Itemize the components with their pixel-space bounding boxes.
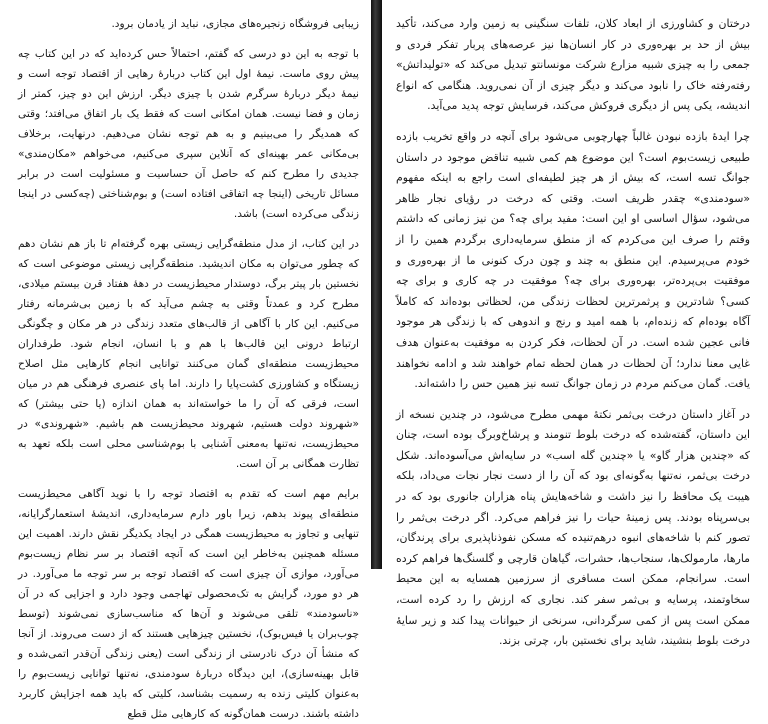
paragraph: در این کتاب، از مدل منطقه‌گرایی زیستی بهره گرفته‌ام تا باز هم نشان دهم که چطور می‌توان به مکان اندیشید. منطقه‌گرایی زیستی موضوعی است که نخستین بار پیتر برگ، دوستدار محیط‌زیست در دههٔ هفتاد قرن بیستم میلادی، مطرح کرد و عمدتاً وقتی به چشم می‌آید که با زمین بی‌شرمانه رفتار می‌کنیم. این کار با آگاهی از قالب‌های متعدد زندگی در هر مکان و چگونگی ارتباط درونی این قالب‌ها با هم و با انسان، انجام شود. طرفداران محیط‌زیست منطقه‌ای گمان می‌کنند توانایی انجام کارهایی مثل اصلاح زیستگاه و کشاورزی کشت‌پایا را دارند. اما پای عنصری فرهنگی هم در میان است، فرقی که آن را ما خواسته‌اند به همان اندازه (یا حتی بیشتر) که «شهروند دولت هستیم، شهروند محیط‌زیست هم باشیم. «شهروندی» در محیط‌زیست، نه‌تنها به‌معنی آشنایی با بوم‌شناسی محلی است بلکه تعهد به تظارت همگانی بر آن است. [18, 238, 359, 470]
left-page [0, 0, 371, 720]
left-page-text [18, 14, 359, 724]
paragraph: زیبایی فروشگاه زنجیره‌های مجازی، نباید از یادمان برود. [111, 18, 359, 30]
right-page [382, 0, 768, 648]
paragraph: چرا ایدهٔ بازده نبودن غالباً چهارچوبی می‌شود برای آنچه در واقع تخریب بازده طبیعی زیست‌بوم است؟ این موضوع هم کمی شبیه تناقض موجود در داستان جوانگ تسه است، که بیش از هر چیز لطیفه‌ای است راجع به اینکه مفهوم «سودمندی» چقدر ظریف است. وقتی که درخت در رؤیای نجار ظاهر می‌شود، سؤال اساسی او این است: مفید برای چه؟ من نیز زمانی که داشتم وقتم را صرف این می‌کردم که از منطق سرمایه‌داری برگردم همین را از خودم می‌پرسیدم. این منطق به چند و چون درک کنونی ما از بهره‌وری و موفقیت بی‌پرده‌تر، بهره‌وری برای چه؟ موفقیت در چه کاری و برای چه کسی؟ شادترین و پرثمرترین لحظات زندگی من، لحظاتی بوده‌اند که کاملاً آگاه بوده‌ام که زنده‌ام، با همه امید و رنج و اندوهی که با زندگی هر موجود فانی عجین شده است. در آن لحظات، فکر کردن به موفقیت به‌عنوان هدف غایی معنا ندارد؛ آن لحظات در همان لحظه تمام خواهند شد و ادامه نخواهند یافت. گمان می‌کنم مردم در زمان جوانگ تسه نیز همین حس را داشته‌اند. [396, 129, 750, 391]
right-page-text [396, 14, 750, 652]
book-gutter [371, 0, 382, 569]
paragraph: در آغاز داستان درخت بی‌ثمر نکتهٔ مهمی مطرح می‌شود، در چندین نسخه از این داستان، گفته‌شده که درخت بلوط تنومند و پرشاخ‌وبرگ بوده است، چنان که «چندین هزار گاو» یا «چندین گله اسب» در سایه‌اش می‌آسوده‌اند. شکل درخت بی‌ثمر، نه‌تنها به‌گونه‌ای بود که آن را از دست نجار نجات می‌داد، بلکه هیبت یک محافظ را نیز داشت و شاخه‌هایش پناه هزاران جانوری بود که در بی‌سرپناه بودند. پس زمینهٔ حیات را نیز فراهم می‌کرد. اگر درخت بی‌ثمر را تصور کنم با شاخه‌های انبوه درهم‌تنیده که مسکن نفوذناپذیری برای پرندگان، مارها، مارمولک‌ها، سنجاب‌ها، حشرات، گیاهان قارچی و گلسنگ‌ها فراهم کرده است. سرانجام، ممکن است مسافری از سرزمین همسایه به این محیط سخاوتمند، پرسایه و بی‌ثمر سفر کند. نجاری که ارزش را رد کرده است، ممکن است پس از کمی سرگردانی، سرنخی از حیوانات پیدا کند و زیر سایهٔ درخت بلوط بنشیند، شاید برای نخستین بار، چرتی بزند. [396, 407, 750, 648]
paragraph: با توجه به این دو درسی که گفتم، احتمالاً حس کرده‌اید که در این کتاب چه پیش روی ماست. نیمهٔ اول این کتاب دربارهٔ رهایی از اقتصاد توجه است و نیمهٔ دیگر دربارهٔ سرگرم شدن با چیزی دیگر. ارزش این دو چیز، کمتر از زمان و فضا نیست. همان امکانی است که فقط یک بار اتفاق می‌افتد؛ وقتی که همدیگر را می‌بینیم و به هم توجه نشان می‌دهیم. درنهایت، برخلاف بی‌مکانی عمر بهینه‌ای که آنلاین سپری می‌کنیم، می‌خواهم «مکان‌مندی» جدیدی را مطرح کنم که حاصل آن حساسیت و مسئولیت است در برابر مسائل تاریخی (اینجا چه اتفاقی افتاده است) و بوم‌شناختی (چه‌کسی در اینجا زندگی می‌کرده است) باشد. [18, 48, 359, 220]
paragraph: برایم مهم است که تقدم به اقتصاد توجه را با نوید آگاهی محیط‌زیست منطقه‌ای پیوند بدهم، زیرا باور دارم سرمایه‌داری، اندیشهٔ استعمارگرایانه، تنهایی و تجاوز به محیط‌زیست همگی در ایجاد یکدیگر نقش دارند. اهمیت این مسئله همچنین به‌خاطر این است که آنچه اقتصاد بر سر نظام زیست‌بوم می‌آورد، موازی آن چیزی است که اقتصاد توجه بر سر توجه ما می‌آورد. در هر دو مورد، گرایش به تک‌محصولی تهاجمی وجود دارد و اجزایی که در آن «ناسودمند» تلقی می‌شوند و آن‌ها که مناسب‌سازی نمی‌شوند (توسط چوب‌بران یا فیس‌بوک)، نخستین چیزهایی هستند که از دست می‌روند. از آنجا که منشأ آن درک نادرستی از زندگی است (یعنی زندگی آن‌قدر اتمی‌شده و قابل بهینه‌سازی)، این دیدگاه دربارهٔ سودمندی، نه‌تنها توانایی زیست‌بوم را به‌عنوان کلیتی زنده به رسمیت بشناسد، کلیتی که باید همه اجزایش کاربرد داشته باشند. درست همان‌گونه که کارهایی مثل قطع [18, 488, 359, 720]
paragraph: درختان و کشاورزی از ابعاد کلان، تلفات سنگینی به زمین وارد می‌کند، تأکید بیش از حد بر بهره‌وری در کار انسان‌ها نیز عرصه‌های پربار تفکر فردی و جمعی را به چیزی شبیه مزارع شرکت مونسانتو تبدیل می‌کند که «تولیداتش» رفته‌رفته خاک را نابود می‌کند و دیگر چیزی از آن نمی‌روید. هنگامی که انواع اندیشه، یکی پس از دیگری فروکش می‌کند، فرسایش توجه پدید می‌آید. [396, 17, 750, 113]
